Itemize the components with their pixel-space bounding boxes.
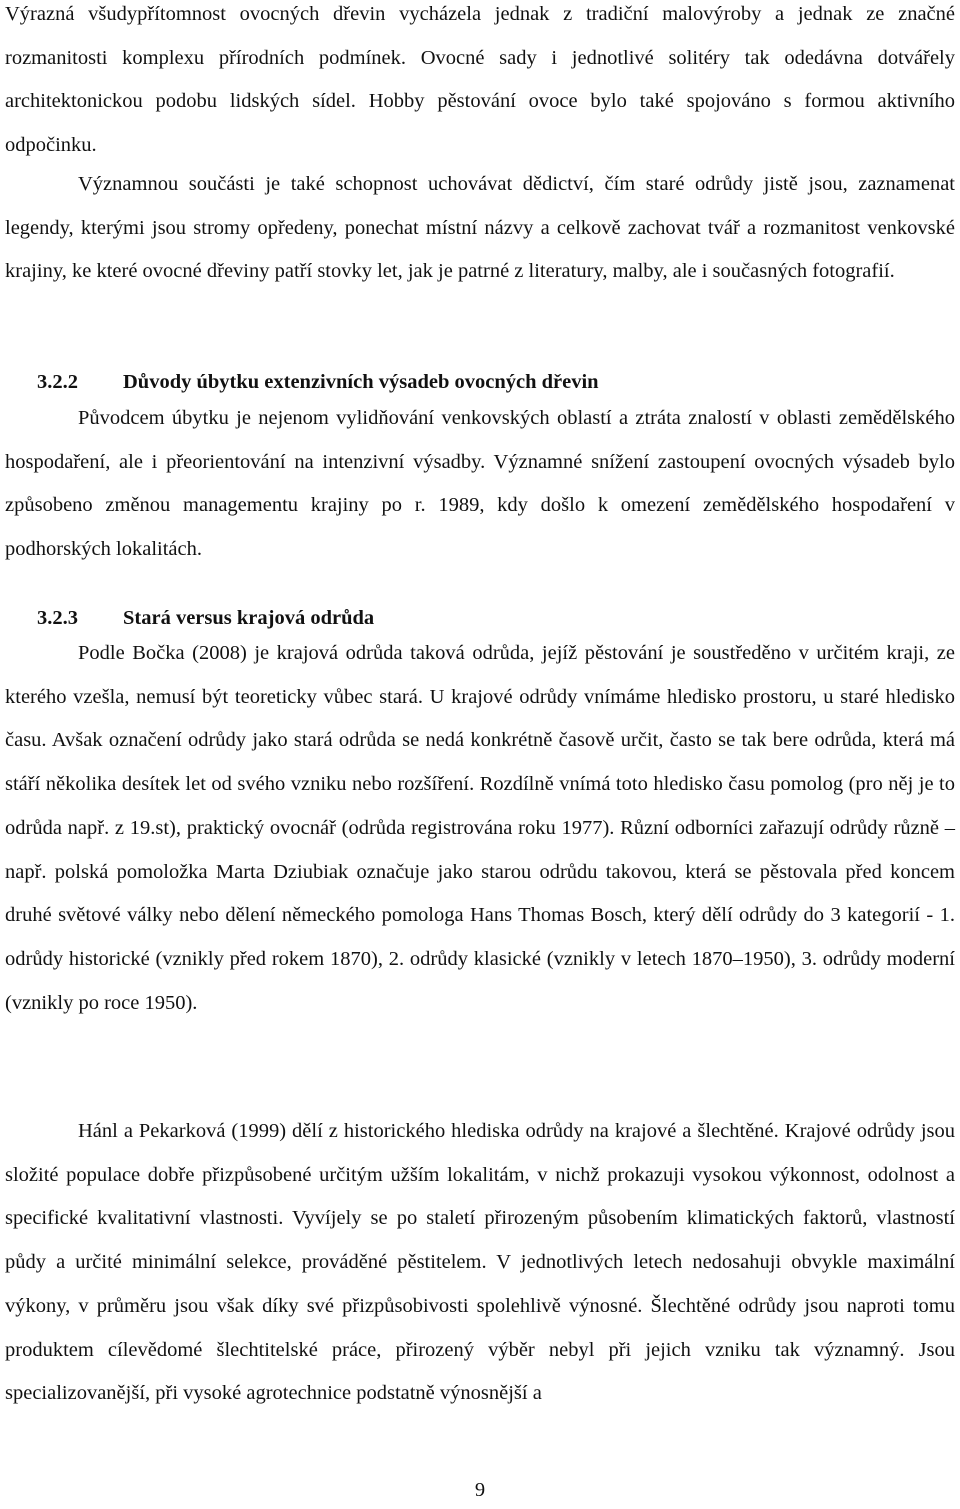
section-number: 3.2.2: [37, 371, 78, 393]
section-number: 3.2.3: [37, 607, 78, 629]
paragraph-regional-varieties: Hánl a Pekarková (1999) dělí z historického hlediska odrůdy na krajové a šlechtěné. Krajové odrůdy jsou složité populace dobře přizpůsobené určitým užším lokalitám, v nichž prokazuji vysokou výkonnost, odolnost a specifické kvalitativní vlastnosti. Vyvíjely se po staletí přirozeným působením klimatických faktorů, vlastností půdy a určité minimální selekce, prováděné pěstitelem. V jednotlivých letech nedosahuji obvykle maximální výkony, v průměru jsou však díky své přizpůsobivosti spolehlivě výnosné. Šlechtěné odrůdy jsou naproti tomu produktem cílevědomé šlechtitelské práce, přirozený výběr nebyl při jejich vzniku tak významný. Jsou specializovanější, při vysoké agrotechnice podstatně výnosnější a: [5, 1120, 955, 1405]
paragraph-old-vs-regional: Podle Bočka (2008) je krajová odrůda taková odrůda, jejíž pěstování je soustředěno v určitém kraji, ze kterého vzešla, nemusí být teoreticky vůbec stará. U krajové odrůdy vnímáme hledisko prostoru, u staré hledisko času. Avšak označení odrůdy jako stará odrůda se nedá konkrétně časově určit, často se tak bere odrůda, která má stáří několika desítek let od svého vzniku nebo rozšíření. Rozdílně vnímá toto hledisko času pomolog (pro něj je to odrůda např. z 19.st), praktický ovocnář (odrůda registrována roku 1977). Různí odborníci zařazují odrůdy různě – např. polská pomoložka Marta Dziubiak označuje jako starou odrůdu takovou, která se pěstovala před koncem druhé světové války nebo dělení německého pomologa Hans Thomas Bosch, který dělí odrůdy do 3 kategorií - 1. odrůdy historické (vznikly před rokem 1870), 2. odrůdy klasické (vznikly v letech 1870–1950), 3. odrůdy moderní (vznikly po roce 1950).: [5, 642, 955, 1014]
page-number: 9: [474, 1479, 486, 1501]
paragraph-heritage: Významnou součásti je také schopnost uchovávat dědictví, čím staré odrůdy jistě jsou, zaznamenat legendy, kterými jsou stromy opředeny, ponechat místní názvy a celkově zachovat tvář a rozmanitost venkovské krajiny, ke které ovocné dřeviny patří stovky let, jak je patrné z literatury, malby, ale i současných fotografií.: [5, 173, 955, 283]
section-title: Důvody úbytku extenzivních výsadeb ovocných dřevin: [123, 371, 599, 393]
paragraph-decline: Původcem úbytku je nejenom vylidňování venkovských oblastí a ztráta znalostí v oblasti zemědělského hospodaření, ale i přeorientování na intenzivní výsadby. Významné snížení zastoupení ovocných výsadeb bylo způsobeno změnou managementu krajiny po r. 1989, kdy došlo k omezení zemědělského hospodaření v podhorských lokalitách.: [5, 407, 955, 561]
section-title: Stará versus krajová odrůda: [123, 607, 375, 629]
paragraph-intro: Výrazná všudypřítomnost ovocných dřevin vycházela jednak z tradiční malovýroby a jednak ze značné rozmanitosti komplexu přírodních podmínek. Ovocné sady i jednotlivé solitéry tak odedávna dotvářely architektonickou podobu lidských sídel. Hobby pěstování ovoce bylo také spojováno s formou aktivního odpočinku.: [5, 3, 955, 157]
